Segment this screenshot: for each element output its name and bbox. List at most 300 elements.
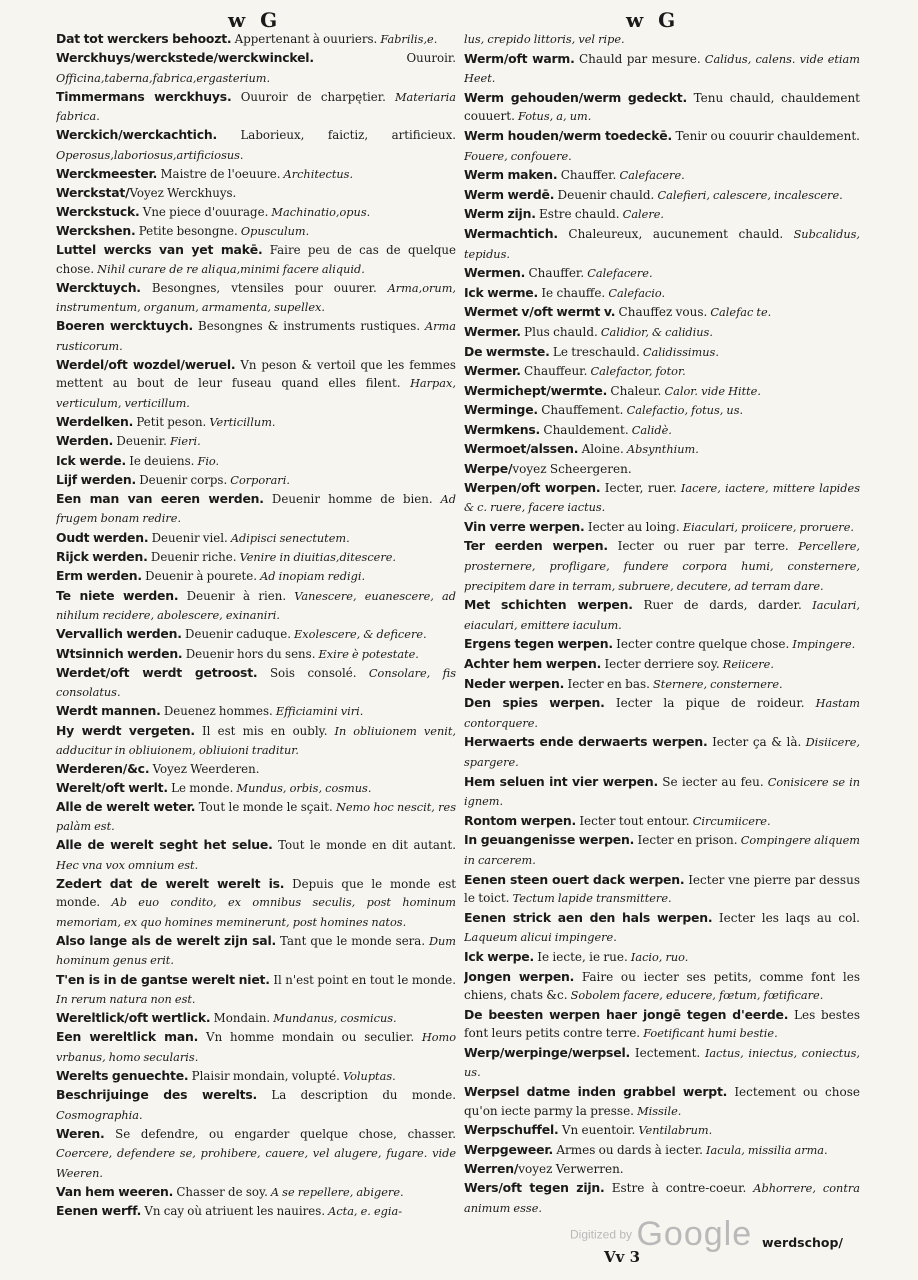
dictionary-entry <box>464 1141 860 1161</box>
headword: Werckmeester. <box>56 166 158 182</box>
dictionary-entry <box>464 812 860 832</box>
dictionary-entry <box>56 836 456 875</box>
latin-gloss: Reiicere. <box>719 658 774 671</box>
latin-gloss: Nihil curare de re aliqua,minimi facere aliquid. <box>94 262 365 276</box>
latin-gloss: Calidus, calens. vide etiam Heet. <box>464 52 860 86</box>
dictionary-entry <box>56 529 456 548</box>
latin-gloss: Exolescere, & deficere. <box>290 628 427 642</box>
dictionary-entry <box>56 279 456 318</box>
french-gloss: Depuis que le monde est monde. <box>56 877 456 910</box>
headword: Werm maken. <box>464 167 558 183</box>
dictionary-entry <box>56 760 456 778</box>
french-gloss: Le monde. <box>167 780 234 795</box>
latin-gloss: Fouere, confouere. <box>464 149 572 163</box>
dictionary-entry <box>464 460 860 479</box>
french-gloss: Plus chauld. <box>520 324 598 339</box>
french-gloss: Ie deuiens. <box>125 453 195 468</box>
running-head-right: w G <box>626 8 680 32</box>
french-gloss: Chauldement. <box>540 422 629 437</box>
french-gloss: Ie iecte, ie rue. <box>533 949 628 964</box>
latin-gloss: Compingere aliquem in carcerem. <box>464 834 860 867</box>
french-gloss: Ie chauffe. <box>538 285 606 300</box>
latin-gloss: Conisicere se in ignem. <box>464 775 860 809</box>
latin-gloss: Foetificant humi bestie. <box>640 1027 778 1041</box>
french-gloss: Iecter les laqs au col. <box>712 910 860 925</box>
latin-gloss: Calefac te. <box>707 306 772 320</box>
french-gloss: Deuenez hommes. <box>160 704 273 719</box>
latin-gloss: Arma,orum, instrumentum, organum, armamenta, supellex. <box>56 281 456 315</box>
headword: Hy werdt vergeten. <box>56 722 195 738</box>
watermark-digitized-by: Digitized by <box>570 1227 633 1242</box>
headword: Lijf werden. <box>56 471 136 487</box>
dictionary-entry <box>56 165 456 184</box>
headword: Werderen/&c. <box>56 761 150 777</box>
french-gloss: Vn homme mondain ou seculier. <box>198 1030 415 1045</box>
french-gloss: Vn euentoir. <box>558 1123 636 1138</box>
french-gloss: Deuenir homme de bien. <box>263 492 433 507</box>
headword: Beschrijuinge des werelts. <box>56 1087 258 1103</box>
dictionary-entry <box>464 1083 860 1121</box>
left-column <box>56 30 456 1221</box>
running-head-left: w G <box>228 8 282 32</box>
headword: Neder werpen. <box>464 675 565 691</box>
dictionary-entry <box>56 471 456 490</box>
french-gloss: Iecter, ruer. <box>600 480 677 495</box>
dictionary-entry <box>56 587 456 626</box>
french-gloss: Iecter vne pierre par dessus le toict. <box>464 872 860 906</box>
dictionary-entry <box>56 490 456 529</box>
latin-gloss: Eiaculari, proiicere, proruere. <box>679 520 854 534</box>
headword: Van hem weeren. <box>56 1183 174 1199</box>
dictionary-entry <box>464 382 860 402</box>
french-gloss: Petit peson. <box>133 414 207 429</box>
headword: Oudt werden. <box>56 529 149 545</box>
french-gloss: Ouuroir de charpętier. <box>231 89 386 104</box>
headword: Werpschuffel. <box>464 1122 559 1138</box>
french-gloss: Laborieux, faictiz, artificieux. <box>216 128 456 143</box>
french-gloss: Aloine. <box>578 442 624 457</box>
dictionary-entry <box>464 831 860 870</box>
latin-gloss: Ventilabrum. <box>635 1124 713 1138</box>
headword: Herwaerts ende derwaerts werpen. <box>464 734 708 750</box>
french-gloss: Iecter tout entour. <box>576 813 690 828</box>
dictionary-entry <box>56 30 456 49</box>
dictionary-entry <box>56 1067 456 1086</box>
headword: Rontom werpen. <box>464 812 576 828</box>
latin-gloss: Acta, e. egia- <box>325 1205 403 1219</box>
headword: Vervallich werden. <box>56 626 182 642</box>
french-gloss: Le treschauld. <box>549 344 640 359</box>
headword: Werckich/werckachtich. <box>56 127 217 143</box>
french-gloss: Chauffement. <box>537 403 624 418</box>
latin-gloss: Calidè. <box>628 423 672 437</box>
latin-gloss: Calidissimus. <box>639 345 719 359</box>
latin-gloss: A se repellere, abigere. <box>267 1185 404 1199</box>
latin-gloss: Opusculum. <box>237 224 310 238</box>
latin-gloss: Impingere. <box>789 638 856 652</box>
latin-gloss: In obliuionem venit, adducitur in obliuionem, obliuioni traditur. <box>56 724 456 757</box>
latin-gloss: Sternere, consternere. <box>649 677 783 691</box>
latin-gloss: Calefactor, fotor. <box>587 365 686 379</box>
dictionary-entry <box>464 1160 860 1179</box>
latin-gloss: Coercere, defendere se, prohibere, cauere, vel alugere, fugare. vide Weeren. <box>56 1147 456 1180</box>
latin-gloss: Fieri. <box>166 435 201 449</box>
catchword: werdschop/ <box>762 1235 843 1250</box>
latin-gloss: Vanescere, euanescere, ad nihilum recidere, abolescere, exinaniri. <box>56 589 456 622</box>
dictionary-entry <box>464 89 860 127</box>
headword: Ergens tegen werpen. <box>464 636 613 652</box>
latin-gloss: Arma rusticorum. <box>56 320 456 353</box>
headword: Dat tot werckers behoozt. <box>56 31 232 46</box>
latin-gloss: Dum hominum genus erit. <box>56 934 456 968</box>
french-gloss: voyez Verwerren. <box>518 1162 624 1177</box>
headword: Timmermans werckhuys. <box>56 88 232 104</box>
latin-gloss: Fotus, a, um. <box>514 110 592 124</box>
french-gloss: Tenir ou couurir chauldement. <box>671 128 860 143</box>
headword: Wermoet/alssen. <box>464 441 579 457</box>
latin-gloss: Sobolem facere, educere, fœtum, fœtificare. <box>567 989 824 1003</box>
dictionary-entry <box>56 1028 456 1067</box>
dictionary-entry <box>56 1086 456 1125</box>
french-gloss: Vn cay où atriuent les nauires. <box>141 1204 326 1219</box>
dictionary-entry <box>464 968 860 1006</box>
dictionary-entry <box>464 362 860 382</box>
headword: Vin verre werpen. <box>464 518 585 534</box>
latin-gloss: Efficiamini viri. <box>272 705 364 719</box>
dictionary-entry <box>464 537 860 596</box>
latin-gloss: In rerum natura non est. <box>56 992 196 1006</box>
headword: Werdt mannen. <box>56 703 161 719</box>
french-gloss: Chaleureux, aucunement chauld. <box>557 226 784 241</box>
latin-gloss: Percellere, prosternere, profligare, fundere corpora humi, consternere, precipitem dare in terram, subruere, decutere, ad terram dare. <box>464 540 860 593</box>
google-watermark <box>570 1215 752 1254</box>
french-gloss: Iecter ou ruer par terre. <box>607 539 789 554</box>
dictionary-entry <box>464 30 860 50</box>
french-gloss: Iectement. <box>630 1045 701 1060</box>
dictionary-entry <box>56 317 456 356</box>
latin-gloss: Verticillum. <box>206 415 276 429</box>
headword: Een man van eeren werden. <box>56 491 264 507</box>
french-gloss: Iecter derriere soy. <box>601 657 720 671</box>
headword: Werpen/oft worpen. <box>464 479 601 495</box>
headword: Weren. <box>56 1125 105 1141</box>
dictionary-entry <box>464 343 860 363</box>
headword: Werelt/oft werlt. <box>56 779 168 795</box>
latin-gloss: Cosmographia. <box>56 1108 143 1122</box>
french-gloss: Iecter la pique de roideur. <box>604 696 805 711</box>
latin-gloss: Venire in diuitias,ditescere. <box>236 551 397 565</box>
french-gloss: Chauffer. <box>525 266 585 281</box>
dictionary-entry <box>56 722 456 761</box>
headword: Wermet v/oft wermt v. <box>464 304 616 320</box>
french-gloss: Iecter ça & là. <box>707 735 802 750</box>
french-gloss: Voyez Weerderen. <box>149 762 260 777</box>
french-gloss: Chauffer. <box>557 168 617 183</box>
french-gloss: Chauffez vous. <box>615 305 708 320</box>
dictionary-entry <box>464 655 860 675</box>
latin-gloss: lus, crepido littoris, vel ripe. <box>464 33 625 46</box>
headword: Werpsel datme inden grabbel werpt. <box>464 1084 728 1100</box>
headword: Werpgeweer. <box>464 1141 553 1157</box>
french-gloss: Besongnes & instruments rustiques. <box>192 319 421 334</box>
headword: Werp/werpinge/werpsel. <box>464 1044 630 1060</box>
french-gloss: Maistre de l'oeuure. <box>157 167 281 182</box>
latin-gloss: Homo vrbanus, homo secularis. <box>56 1031 456 1064</box>
latin-gloss: Calor. vide Hitte. <box>661 384 761 398</box>
dictionary-entry <box>464 694 860 733</box>
headword: Wtsinnich werden. <box>56 645 183 661</box>
dictionary-entry <box>56 664 456 703</box>
dictionary-entry <box>464 401 860 421</box>
headword: Eenen werff. <box>56 1203 142 1219</box>
french-gloss: Appertenant à ouuriers. <box>231 32 378 46</box>
headword: Wers/oft tegen zijn. <box>464 1180 605 1196</box>
latin-gloss: Iactus, iniectus, coniectus, us. <box>464 1046 860 1080</box>
dictionary-entry <box>56 1125 456 1183</box>
headword: Den spies werpen. <box>464 695 605 711</box>
french-gloss: La description du monde. <box>257 1088 456 1103</box>
headword: De beesten werpen haer jongē tegen d'eerde. <box>464 1006 789 1022</box>
headword: Alle de werelt weter. <box>56 798 196 814</box>
dictionary-entry <box>56 222 456 241</box>
french-gloss: Faire peu de cas de quelque chose. <box>56 243 456 276</box>
dictionary-entry <box>56 779 456 798</box>
headword: Werren/ <box>464 1161 519 1177</box>
dictionary-entry <box>56 875 456 932</box>
french-gloss: Deuenir caduque. <box>181 627 291 642</box>
headword: Wermichept/wermte. <box>464 382 608 398</box>
latin-gloss: Exire è potestate. <box>315 647 419 661</box>
headword: Werdelken. <box>56 413 134 429</box>
french-gloss: Iecter en prison. <box>634 833 738 848</box>
french-gloss: Vne piece d'ouurage. <box>139 204 269 219</box>
dictionary-entry <box>464 635 860 655</box>
headword: Werelts genuechte. <box>56 1068 189 1084</box>
latin-gloss: Ad frugem bonam redire. <box>56 493 456 526</box>
dictionary-entry <box>56 1183 456 1202</box>
latin-gloss: Hastam contorquere. <box>464 697 860 730</box>
latin-gloss: Operosus,laboriosus,artificiosus. <box>56 148 244 162</box>
french-gloss: Tenu chauld, chauldement couuert. <box>464 90 860 124</box>
headword: Wercktuych. <box>56 279 141 295</box>
dictionary-entry <box>464 264 860 284</box>
latin-gloss: Officina,taberna,fabrica,ergasterium. <box>56 71 271 85</box>
dictionary-entry <box>56 432 456 451</box>
dictionary-entry <box>56 49 456 88</box>
headword: Also lange als de werelt zijn sal. <box>56 932 277 948</box>
dictionary-entry <box>464 871 860 909</box>
headword: Werm zijn. <box>464 206 536 222</box>
dictionary-entry <box>464 1179 860 1218</box>
headword: Werden. <box>56 433 114 449</box>
right-column <box>464 30 860 1218</box>
latin-gloss: Ab euo condito, ex omnibus seculis, post hominum memoriam, ex quo homines meminerunt, post homines natos. <box>56 896 456 929</box>
dictionary-entry <box>464 225 860 264</box>
headword: Boeren wercktuych. <box>56 318 193 334</box>
headword: Hem seluen int vier werpen. <box>464 773 658 789</box>
latin-gloss: Fio. <box>194 454 220 468</box>
headword: Wereltlick/oft wertlick. <box>56 1010 211 1026</box>
latin-gloss: Materiaria fabrica. <box>56 90 456 124</box>
dictionary-entry <box>56 203 456 222</box>
dictionary-entry <box>464 733 860 772</box>
headword: Werm gehouden/werm gedeckt. <box>464 89 688 105</box>
dictionary-entry <box>56 625 456 644</box>
headword: Werm/oft warm. <box>464 50 575 66</box>
french-gloss: Tout le monde en dit autant. <box>272 838 456 853</box>
latin-gloss: Calefactio, fotus, us. <box>623 404 744 418</box>
french-gloss: Deuenir hors du sens. <box>182 646 316 661</box>
dictionary-entry <box>56 241 456 279</box>
dictionary-entry <box>464 205 860 225</box>
dictionary-entry <box>56 702 456 721</box>
french-gloss: Tant que le monde sera. <box>276 933 426 948</box>
latin-gloss: Fabrilis,e. <box>377 33 438 46</box>
french-gloss: Les bestes font leurs petits contre terre. <box>464 1007 860 1041</box>
latin-gloss: Nemo hoc nescit, res palàm est. <box>56 800 456 834</box>
headword: Ick werpe. <box>464 948 534 964</box>
french-gloss: voyez Scheergeren. <box>512 462 632 477</box>
dictionary-entry <box>56 798 456 837</box>
headword: Werckstuck. <box>56 203 140 219</box>
dictionary-entry <box>56 1202 456 1221</box>
headword: Wermachtich. <box>464 225 558 241</box>
headword: Werpe/ <box>464 461 513 477</box>
latin-gloss: Circumiicere. <box>689 814 771 828</box>
latin-gloss: Calere. <box>619 208 665 222</box>
dictionary-entry <box>464 284 860 304</box>
headword: Ter eerden werpen. <box>464 538 608 554</box>
headword: T'en is in de gantse werelt niet. <box>56 971 270 987</box>
latin-gloss: Architectus. <box>280 168 354 182</box>
headword: Werckstat/ <box>56 185 130 201</box>
french-gloss: Chaleur. <box>607 383 662 398</box>
dictionary-entry <box>464 303 860 323</box>
latin-gloss: Calidior, & calidius. <box>597 325 713 339</box>
dictionary-entry <box>464 479 860 518</box>
french-gloss: Chauld par mesure. <box>574 51 701 66</box>
headword: Met schichten werpen. <box>464 597 633 613</box>
latin-gloss: Iacio, ruo. <box>627 950 689 964</box>
french-gloss: Iecter en bas. <box>564 676 650 691</box>
latin-gloss: Calefacere. <box>616 169 685 183</box>
french-gloss: Deuenir corps. <box>135 472 228 487</box>
headword: Achter hem werpen. <box>464 656 602 671</box>
headword: Alle de werelt seght het selue. <box>56 837 273 853</box>
latin-gloss: Adipisci senectutem. <box>227 531 350 545</box>
dictionary-entry <box>56 932 456 971</box>
dictionary-entry <box>56 1009 456 1028</box>
dictionary-entry <box>464 1006 860 1044</box>
french-gloss: Vn peson & vertoil que les femmes mettent au bout de leur fuseau quand elles filent. <box>56 358 456 391</box>
latin-gloss: Subcalidus, tepidus. <box>464 227 860 261</box>
dictionary-entry <box>56 971 456 1010</box>
french-gloss: Tout le monde le sçait. <box>195 799 333 814</box>
french-gloss: Sois consolé. <box>257 665 357 680</box>
latin-gloss: Calefieri, calescere, incalescere. <box>654 188 843 202</box>
french-gloss: Petite besongne. <box>135 223 238 238</box>
latin-gloss: Disiicere, spargere. <box>464 736 860 769</box>
headword: De wermste. <box>464 343 550 359</box>
french-gloss: Deuenir riche. <box>147 550 237 565</box>
french-gloss: Faire ou iecter ses petits, comme font les chiens, chats &c. <box>464 969 860 1003</box>
dictionary-entry <box>464 1044 860 1083</box>
dictionary-entry <box>56 356 456 413</box>
headword: Wermen. <box>464 265 526 281</box>
dictionary-entry <box>464 1121 860 1141</box>
latin-gloss: Mundus, orbis, cosmus. <box>233 781 372 795</box>
dictionary-entry <box>464 50 860 89</box>
headword: Jongen werpen. <box>464 968 575 984</box>
headword: Rijck werden. <box>56 549 148 565</box>
headword: Eenen strick aen den hals werpen. <box>464 909 713 925</box>
latin-gloss: Iacere, iactere, mittere lapides & c. ruere, facere iactus. <box>464 481 860 515</box>
latin-gloss: Absynthium. <box>623 443 699 457</box>
french-gloss: Il est mis en oubly. <box>194 723 328 738</box>
latin-gloss: Calefacio. <box>605 286 666 300</box>
headword: Werdel/oft wozdel/weruel. <box>56 357 236 373</box>
dictionary-entry <box>56 126 456 165</box>
french-gloss: Armes ou dards à iecter. <box>553 1142 703 1157</box>
french-gloss: Chasser de soy. <box>173 1184 268 1199</box>
french-gloss: Mondain. <box>210 1011 271 1026</box>
french-gloss: Deuenir à pourete. <box>141 569 258 584</box>
latin-gloss: Iaculari, eiaculari, emittere iaculum. <box>464 599 860 632</box>
french-gloss: Ruer de dards, darder. <box>632 598 802 613</box>
latin-gloss: Corporari. <box>227 473 290 487</box>
dictionary-entry <box>56 567 456 586</box>
watermark-google: Google <box>636 1215 753 1253</box>
dictionary-entry <box>56 184 456 202</box>
headword: Werckshen. <box>56 222 136 238</box>
signature-mark: Vv 3 <box>604 1248 641 1266</box>
dictionary-entry <box>464 127 860 166</box>
headword: Werdet/oft werdt getroost. <box>56 664 258 680</box>
french-gloss: Plaisir mondain, volupté. <box>188 1069 340 1084</box>
headword: Wermer. <box>464 323 521 339</box>
french-gloss: Iectement ou chose qu'on iecte parmy la presse. <box>464 1085 860 1118</box>
french-gloss: Ouuroir. <box>313 51 456 66</box>
headword: Zedert dat de werelt werelt is. <box>56 876 285 892</box>
latin-gloss: Calefacere. <box>584 267 653 281</box>
latin-gloss: Laqueum alicui impingere. <box>464 931 617 945</box>
french-gloss: Iecter au loing. <box>584 519 680 534</box>
dictionary-entry <box>464 323 860 343</box>
headword: In geuangenisse werpen. <box>464 832 635 848</box>
french-gloss: Chauffeur. <box>520 364 588 379</box>
headword: Werm houden/werm toedeckē. <box>464 127 672 143</box>
dictionary-entry <box>56 645 456 664</box>
french-gloss: Deuenir. <box>113 434 167 449</box>
headword: Eenen steen ouert dack werpen. <box>464 871 685 887</box>
dictionary-entry <box>464 421 860 441</box>
dictionary-entry <box>56 413 456 432</box>
latin-gloss: Hec vna vox omnium est. <box>56 858 199 872</box>
french-gloss: Besongnes, vtensiles pour ouurer. <box>140 280 377 295</box>
french-gloss: Deuenir chauld. <box>554 187 655 202</box>
dictionary-entry <box>464 186 860 206</box>
french-gloss: Voyez Werckhuys. <box>129 186 237 201</box>
french-gloss: Estre à contre-coeur. <box>604 1181 747 1196</box>
headword: Erm werden. <box>56 568 142 584</box>
headword: Wermkens. <box>464 421 541 437</box>
french-gloss: Se defendre, ou engarder quelque chose, chasser. <box>104 1126 456 1141</box>
headword: Een wereltlick man. <box>56 1029 199 1045</box>
latin-gloss: Tectum lapide transmittere. <box>509 892 672 906</box>
dictionary-entry <box>464 166 860 186</box>
headword: Werm werdē. <box>464 186 555 202</box>
dictionary-entry <box>464 596 860 635</box>
